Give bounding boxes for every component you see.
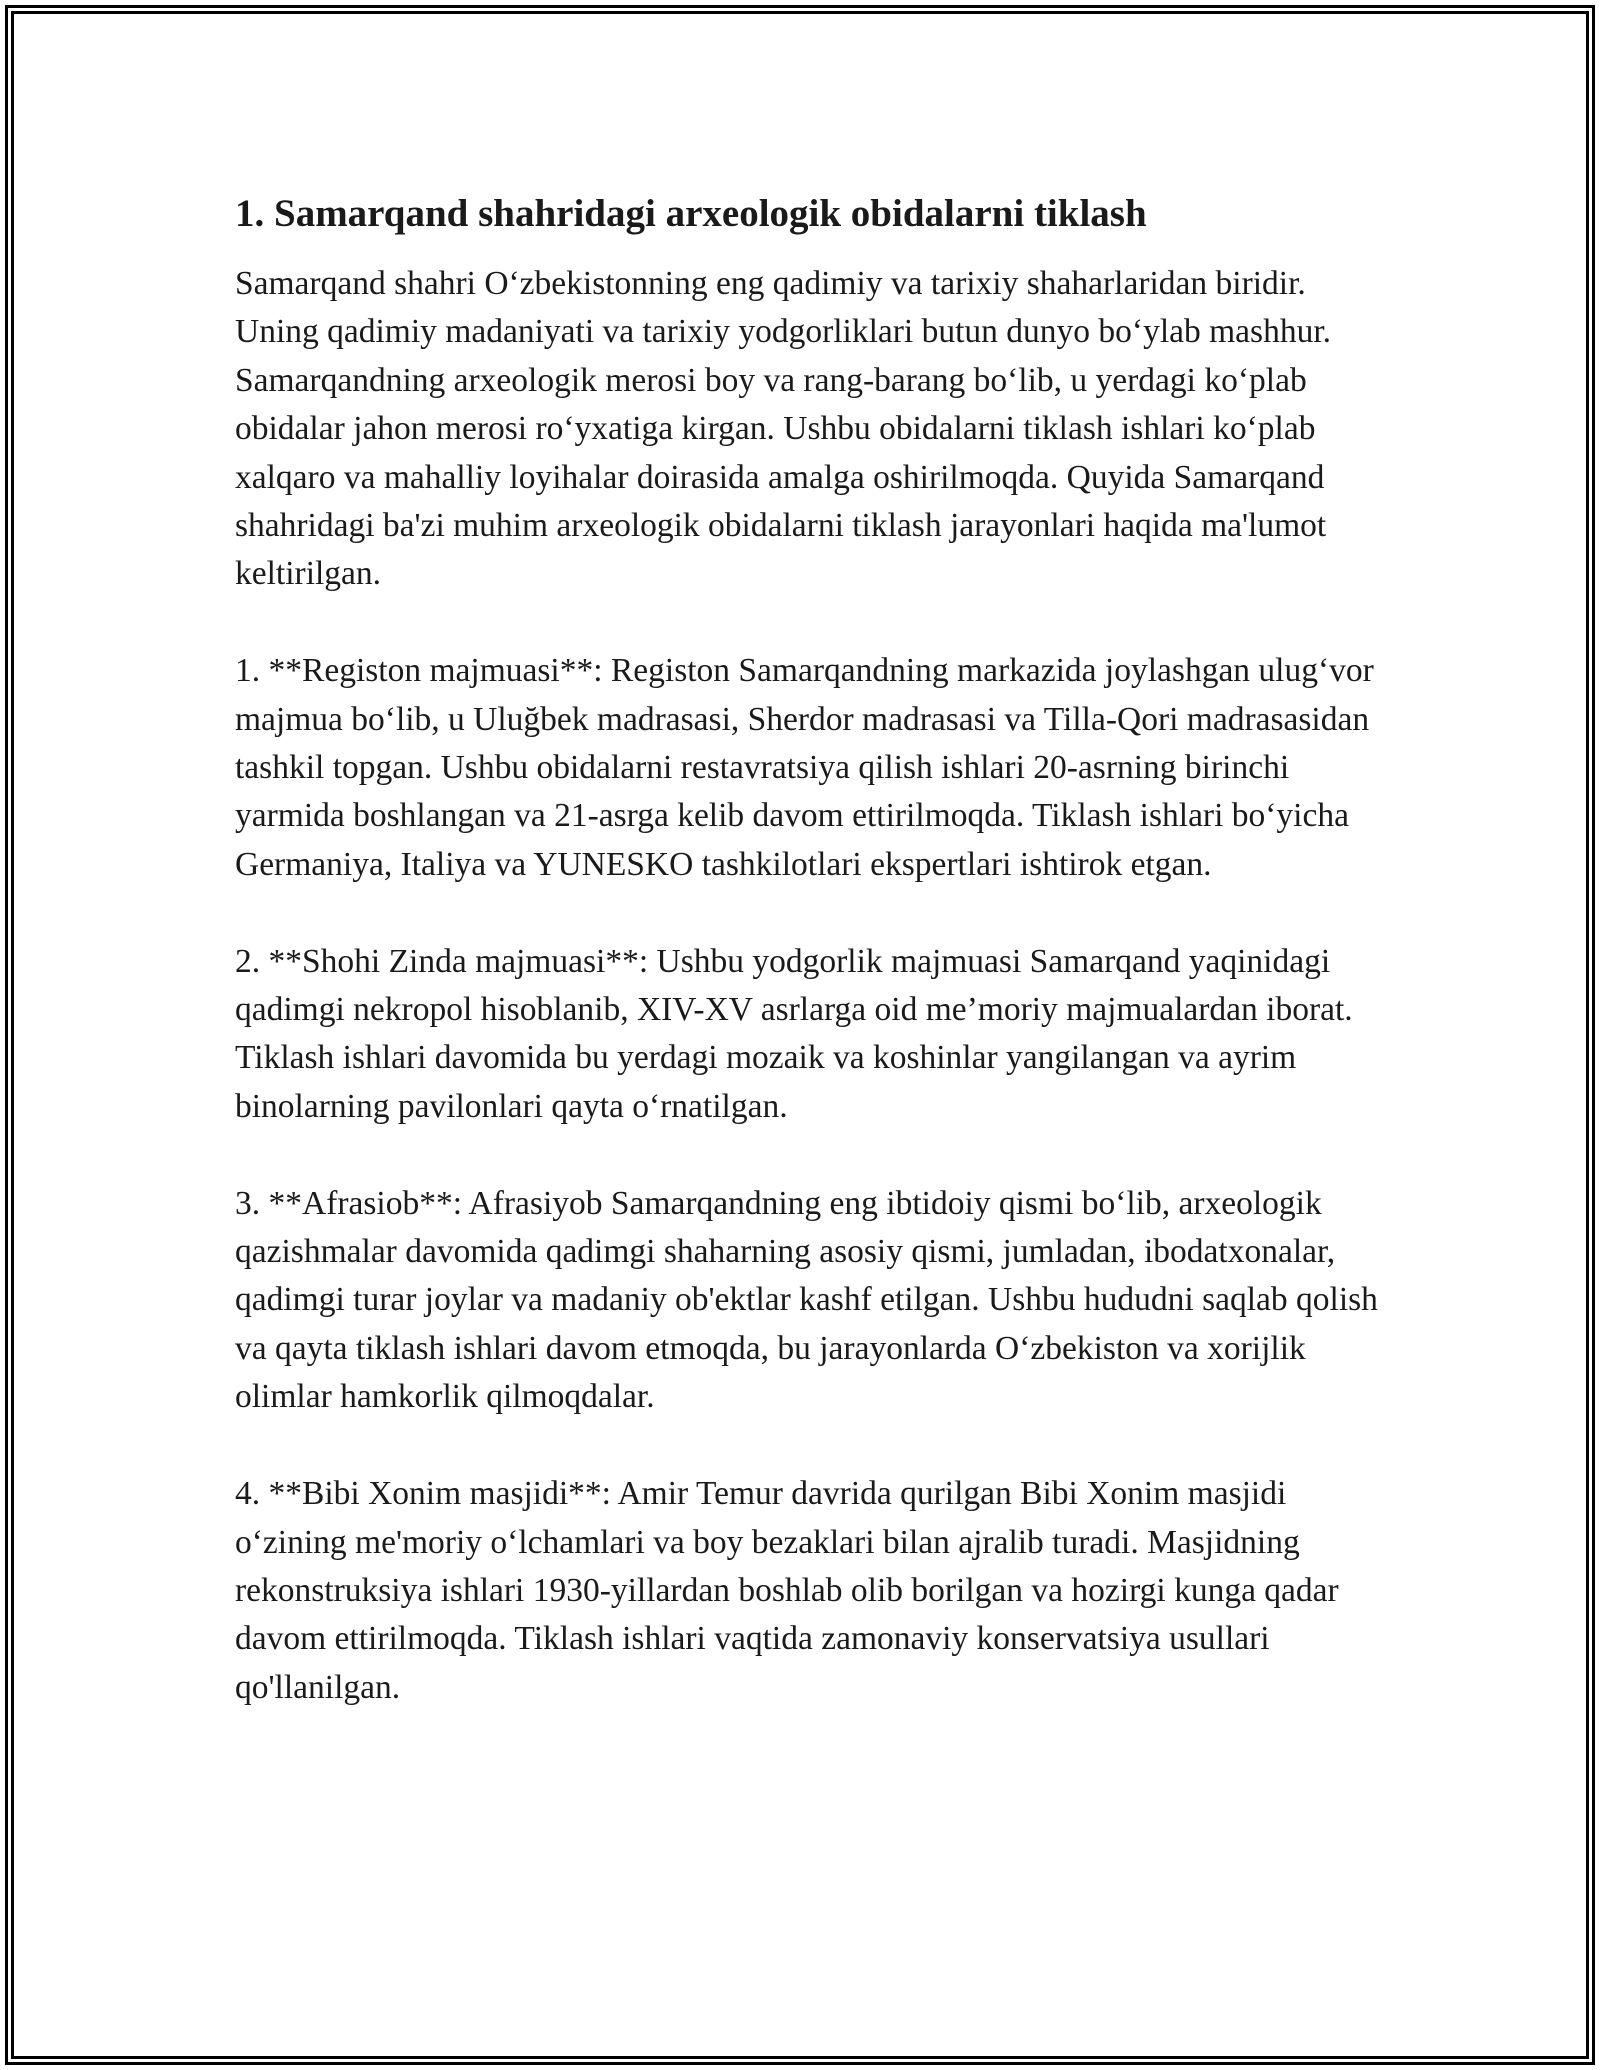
list-item-bibi-xonim: 4. **Bibi Xonim masjidi**: Amir Temur davrida qurilgan Bibi Xonim masjidi o‘zining me'moriy o‘lchamlari va boy bezaklari bilan ajralib turadi. Masjidning rekonstruksiya ishlari 1930-yillardan boshlab olib borilgan va hozirgi kunga qadar davom ettirilmoqda. Tiklash ishlari vaqtida zamonaviy konservatsiya usullari qo'llanilgan. <box>235 1475 1339 1706</box>
intro-paragraph: Samarqand shahri O‘zbekistonning eng qadimiy va tarixiy shaharlaridan biridir. Uning qadimiy madaniyati va tarixiy yodgorliklari butun dunyo bo‘ylab mashhur. Samarqandning arxeologik merosi boy va rang-barang bo‘lib, u yerdagi ko‘plab obidalar jahon merosi ro‘yxatiga kirgan. Ushbu obidalarni tiklash ishlari ko‘plab xalqaro va mahalliy loyihalar doirasida amalga oshirilmoqda. Quyida Samarqand shahridagi ba'zi muhim arxeologik obidalarni tiklash jarayonlari haqida ma'lumot keltirilgan. <box>235 265 1332 593</box>
list-item-shohi-zinda: 2. **Shohi Zinda majmuasi**: Ushbu yodgorlik majmuasi Samarqand yaqinidagi qadimgi nekropol hisoblanib, XIV-XV asrlarga oid me’moriy majmualardan iborat. Tiklash ishlari davomida bu yerdagi mozaik va koshinlar yangilangan va ayrim binolarning pavilonlari qayta o‘rnatilgan. <box>235 942 1353 1125</box>
list-item-afrasiob: 3. **Afrasiob**: Afrasiyob Samarqandning eng ibtidoiy qismi bo‘lib, arxeologik qazishmalar davomida qadimgi shaharning asosiy qismi, jumladan, ibodatxonalar, qadimgi turar joylar va madaniy ob'ektlar kashf etilgan. Ushbu hududni saqlab qolish va qayta tiklash ishlari davom etmoqda, bu jarayonlarda O‘zbekiston va xorijlik olimlar hamkorlik qilmoqdalar. <box>235 1184 1378 1416</box>
list-item-registon: 1. **Registon majmuasi**: Registon Samarqandning markazida joylashgan ulug‘vor majmua bo‘lib, u Uluğbek madrasasi, Sherdor madrasasi va Tilla-Qori madrasasidan tashkil topgan. Ushbu obidalarni restavratsiya qilish ishlari 20-asrning birinchi yarmida boshlangan va 21-asrga kelib davom ettirilmoqda. Tiklash ishlari bo‘yicha Germaniya, Italiya va YUNESKO tashkilotlari ekspertlari ishtirok etgan. <box>235 652 1374 883</box>
document-body <box>235 186 1385 1712</box>
document-title: 1. Samarqand shahridagi arxeologik obidalarni tiklash <box>235 192 1147 235</box>
